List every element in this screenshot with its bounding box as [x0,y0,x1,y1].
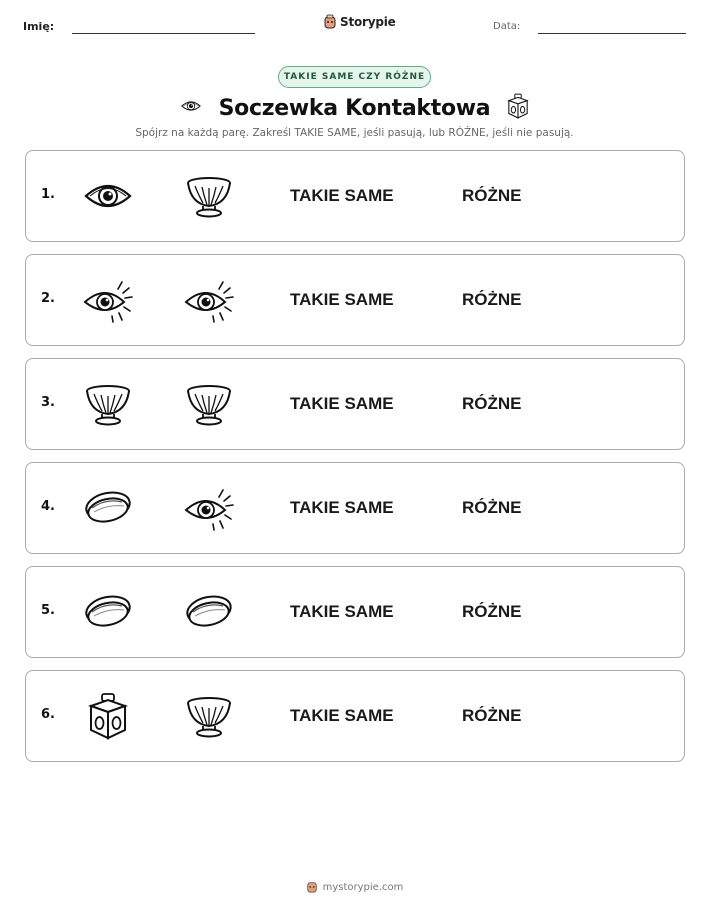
option-different[interactable]: RÓŻNE [462,186,522,205]
option-different[interactable]: RÓŻNE [462,706,522,725]
page-title: Soczewka Kontaktowa [218,95,491,121]
brand-name: Storypie [340,15,396,29]
category-badge: TAKIE SAME CZY RÓŻNE [278,66,431,88]
dice-cube-icon [82,692,134,740]
row-number: 4. [41,499,55,514]
eye-icon [177,96,205,120]
option-same[interactable]: TAKIE SAME [290,394,394,413]
option-same[interactable]: TAKIE SAME [290,602,394,621]
exercise-row [25,566,685,658]
date-label: Data: [493,21,521,32]
exercise-row [25,670,685,762]
contact-lens-icon [82,588,134,636]
contact-lens-icon [82,484,134,532]
exercise-list [25,150,685,774]
exercise-row [25,358,685,450]
row-number: 6. [41,707,55,722]
row-number: 3. [41,395,55,410]
eye-lashes-icon [183,484,235,532]
dice-cube-icon [504,93,532,123]
brand-logo [323,13,396,31]
contact-lens-icon [183,588,235,636]
option-same[interactable]: TAKIE SAME [290,290,394,309]
option-same[interactable]: TAKIE SAME [290,186,394,205]
title-row [0,92,709,124]
name-field[interactable] [72,33,255,34]
date-field[interactable] [538,33,686,34]
option-same[interactable]: TAKIE SAME [290,706,394,725]
worksheet-header [0,0,709,50]
instructions: Spójrz na każdą parę. Zakreśl TAKIE SAME, jeśli pasują, lub RÓŻNE, jeśli nie pasują. [135,127,574,139]
footer [0,880,709,894]
row-number: 5. [41,603,55,618]
exercise-row [25,254,685,346]
eye-lashes-icon [82,276,134,324]
exercise-row [25,462,685,554]
bowl-icon [183,380,235,428]
eye-lashes-icon [183,276,235,324]
option-different[interactable]: RÓŻNE [462,602,522,621]
bowl-icon [82,380,134,428]
option-different[interactable]: RÓŻNE [462,498,522,517]
option-same[interactable]: TAKIE SAME [290,498,394,517]
bowl-icon [183,172,235,220]
name-label: Imię: [23,20,55,33]
option-different[interactable]: RÓŻNE [462,394,522,413]
row-number: 1. [41,187,55,202]
storypie-mascot-icon [323,14,337,30]
option-different[interactable]: RÓŻNE [462,290,522,309]
footer-url: mystorypie.com [322,881,404,893]
storypie-mascot-icon [306,880,318,894]
exercise-row [25,150,685,242]
bowl-icon [183,692,235,740]
eye-icon [82,172,134,220]
row-number: 2. [41,291,55,306]
